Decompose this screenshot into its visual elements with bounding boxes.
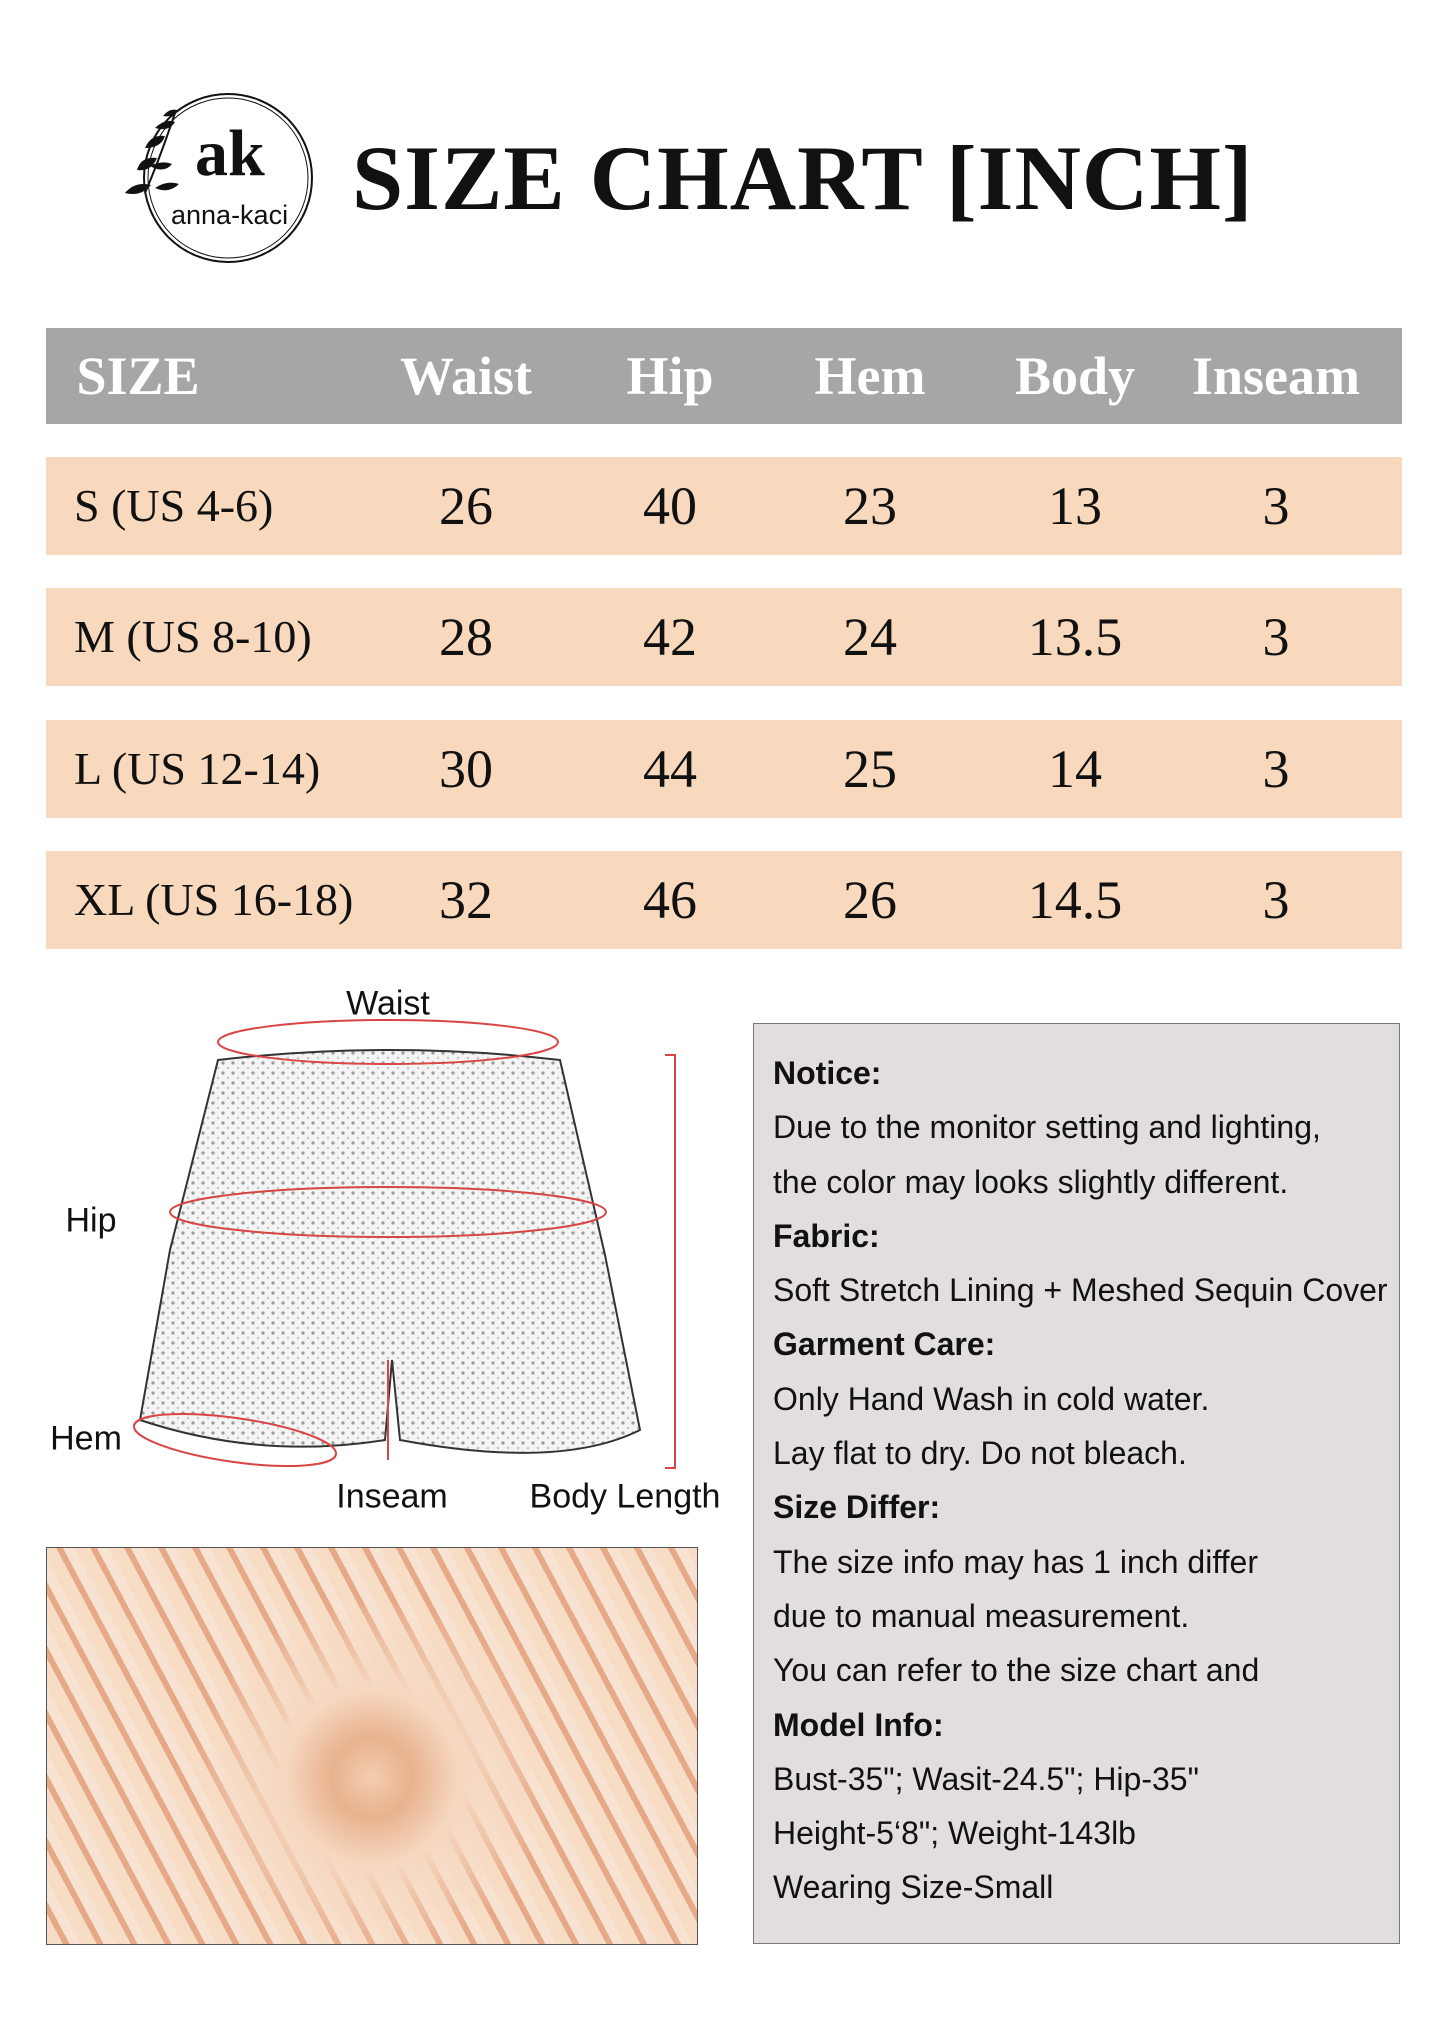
header-inseam: Inseam	[1191, 346, 1361, 406]
fabric-closeup-image	[46, 1547, 698, 1945]
logo-mark: ak	[195, 117, 265, 190]
notice-heading: Notice:	[773, 1055, 882, 1091]
notice-text: due to manual measurement.	[773, 1597, 1190, 1634]
hem-value: 26	[843, 870, 897, 930]
notice-text: Soft Stretch Lining + Meshed Sequin Cover	[773, 1272, 1388, 1309]
waist-value: 26	[439, 476, 493, 536]
label-hem: Hem	[50, 1419, 122, 1458]
label-body-length: Body Length	[529, 1477, 721, 1516]
hem-value: 25	[843, 739, 897, 799]
inseam-value: 3	[1262, 739, 1290, 799]
hem-value: 23	[843, 476, 897, 536]
size-label: XL (US 16-18)	[74, 874, 354, 925]
table-row	[46, 457, 1402, 555]
size-label: M (US 8-10)	[74, 611, 312, 662]
hip-value: 44	[643, 739, 697, 799]
notice-text: Only Hand Wash in cold water.	[773, 1380, 1210, 1417]
inseam-value: 3	[1262, 870, 1290, 930]
notice-heading: Fabric:	[773, 1217, 880, 1254]
notice-text: You can refer to the size chart and	[773, 1652, 1260, 1689]
notice-heading: Model Info:	[773, 1706, 944, 1743]
table-row	[46, 851, 1402, 949]
body-value: 14.5	[1027, 870, 1123, 930]
hip-value: 42	[643, 607, 697, 667]
notice-heading: Garment Care:	[773, 1326, 996, 1363]
hip-value: 40	[643, 476, 697, 536]
header-waist: Waist	[399, 346, 533, 406]
inseam-value: 3	[1262, 607, 1290, 667]
label-waist: Waist	[346, 984, 430, 1023]
notice-text: Height-5‘8"; Weight-143lb	[773, 1815, 1136, 1852]
notice-text: the color may looks slightly different.	[773, 1163, 1289, 1200]
notice-heading: Size Differ:	[773, 1489, 941, 1526]
label-hip: Hip	[65, 1201, 117, 1240]
body-value: 13.5	[1027, 607, 1123, 667]
hem-value: 24	[843, 607, 897, 667]
header-size: SIZE	[76, 346, 200, 406]
hip-value: 46	[643, 870, 697, 930]
size-label: S (US 4-6)	[74, 480, 274, 531]
notice-text: Wearing Size-Small	[773, 1869, 1054, 1906]
logo-name: anna-kaci	[171, 200, 289, 230]
body-value: 14	[1048, 739, 1102, 799]
header-body: Body	[1014, 346, 1136, 406]
page-title: SIZE CHART [INCH]	[352, 127, 1254, 229]
body-value: 13	[1048, 476, 1102, 536]
notice-text: The size info may has 1 inch differ	[773, 1543, 1258, 1580]
size-label: L (US 12-14)	[74, 743, 321, 794]
waist-value: 32	[439, 870, 493, 930]
notice-text: Due to the monitor setting and lighting,	[773, 1109, 1321, 1146]
waist-value: 28	[439, 607, 493, 667]
label-inseam: Inseam	[336, 1477, 448, 1516]
header-hip: Hip	[626, 346, 714, 406]
table-row	[46, 588, 1402, 686]
header-hem: Hem	[814, 346, 926, 406]
shorts-shape	[140, 1050, 640, 1453]
notice-box	[753, 1023, 1400, 1944]
notice-text: Lay flat to dry. Do not bleach.	[773, 1435, 1187, 1472]
notice-text: Bust-35"; Wasit-24.5"; Hip-35"	[773, 1760, 1199, 1797]
waist-value: 30	[439, 739, 493, 799]
table-row	[46, 720, 1402, 818]
inseam-value: 3	[1262, 476, 1290, 536]
table-header	[46, 328, 1402, 424]
brand-logo	[115, 88, 325, 268]
